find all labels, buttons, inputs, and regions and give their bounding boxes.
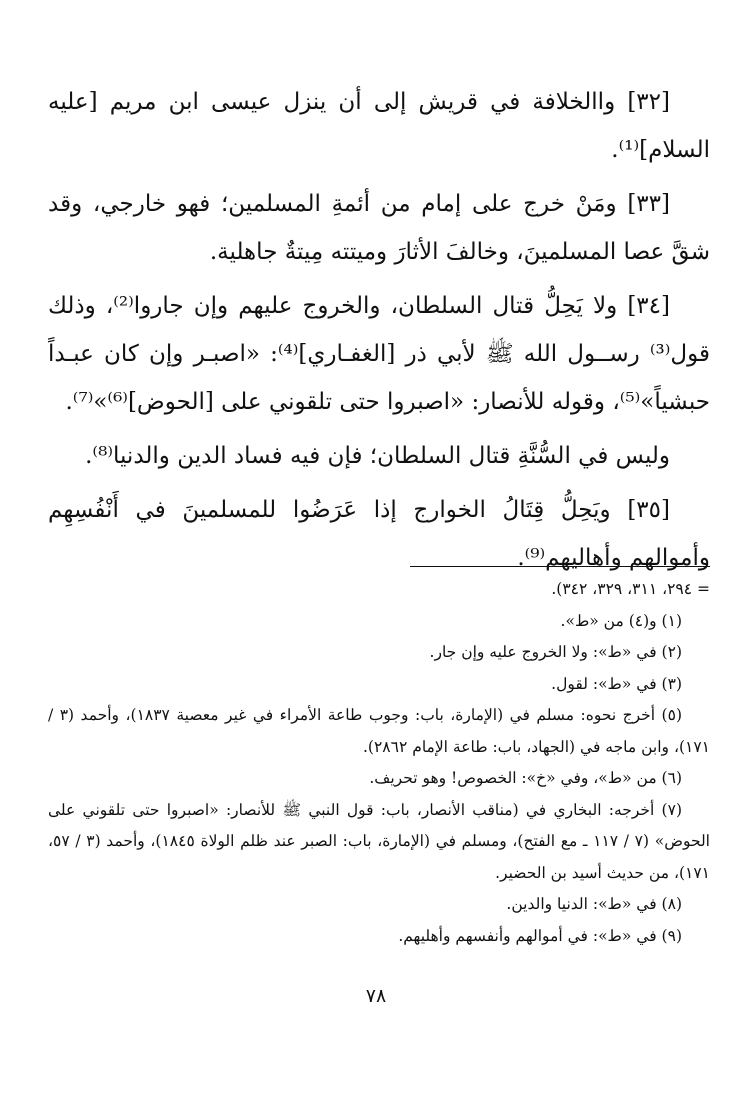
- main-text: [48, 78, 710, 588]
- footnotes: [48, 574, 710, 952]
- footnote-5: (٥) أخرج نحوه: مسلم في (الإمارة، باب: وجوب طاعة الأمراء في غير معصية ١٨٣٧)، وأحمد (٣ / ١٧١)، وابن ماجه في (الجهاد، باب: طاعة الإمام ٢٨٦٢).: [48, 706, 710, 756]
- paragraph-35: [٣٥] ويَحِلُّ قِتَالُ الخوارج إذا عَرَضُوا للمسلمينَ في أَنْفُسِهِم وأموالهم وأهاليهم⁽⁹⁾.: [48, 497, 710, 571]
- footnote-8: (٨) في «ط»: الدنيا والدين.: [506, 895, 682, 913]
- page-number: ٧٨: [365, 985, 387, 1007]
- paragraph-32: [٣٢] واالخلافة في قريش إلى أن ينزل عيسى ابن مريم [عليه السلام]⁽¹⁾.: [48, 89, 710, 163]
- paragraph-33: [٣٣] ومَنْ خرج على إمام من أئمةِ المسلمين؛ فهو خارجي، وقد شقَّ عصا المسلمينَ، وخالفَ الأثارَ وميتته مِيتةٌ جاهلية.: [48, 191, 710, 265]
- paragraph-34: [٣٤] ولا يَحِلُّ قتال السلطان، والخروج عليهم وإن جاروا⁽²⁾، وذلك قول⁽³⁾ رســول الله ﷺ لأبي ذر [الغفـاري]⁽⁴⁾: «اصبـر وإن كان عبـداً حبشياً»⁽⁵⁾، وقوله للأنصار: «اصبروا حتى تلقوني على [الحوض]⁽⁶⁾»⁽⁷⁾.: [48, 293, 710, 415]
- footnote-7: (٧) أخرجه: البخاري في (مناقب الأنصار، باب: قول النبي ﷺ للأنصار: «اصبروا حتى تلقوني على الحوض» (٧ / ١١٧ ـ مع الفتح)، ومسلم في (الإمارة، باب: الصبر عند ظلم الولاة ١٨٤٥)، وأحمد (٣ / ٥٧، ١٧١)، من حديث أسيد بن الحضير.: [48, 800, 710, 882]
- footnote-6: (٦) من «ط»، وفي «خ»: الخصوص! وهو تحريف.: [369, 769, 682, 787]
- footnote-3: (٣) في «ط»: لقول.: [551, 674, 682, 693]
- footnote-2: (٢) في «ط»: ولا الخروج عليه وإن جار.: [429, 643, 682, 661]
- footnote-9: (٩) في «ط»: في أموالهم وأنفسهم وأهليهم.: [398, 926, 682, 945]
- paragraph-34-cont: وليس في السُّنَّةِ قتال السلطان؛ فإن فيه فساد الدين والدنيا⁽⁸⁾.: [85, 443, 670, 469]
- footnote-1-4: (١) و(٤) من «ط».: [560, 611, 682, 630]
- footnote-separator: [410, 566, 710, 567]
- footnote-continuation: = ٢٩٤، ٣١١، ٣٢٩، ٣٤٢).: [551, 580, 710, 598]
